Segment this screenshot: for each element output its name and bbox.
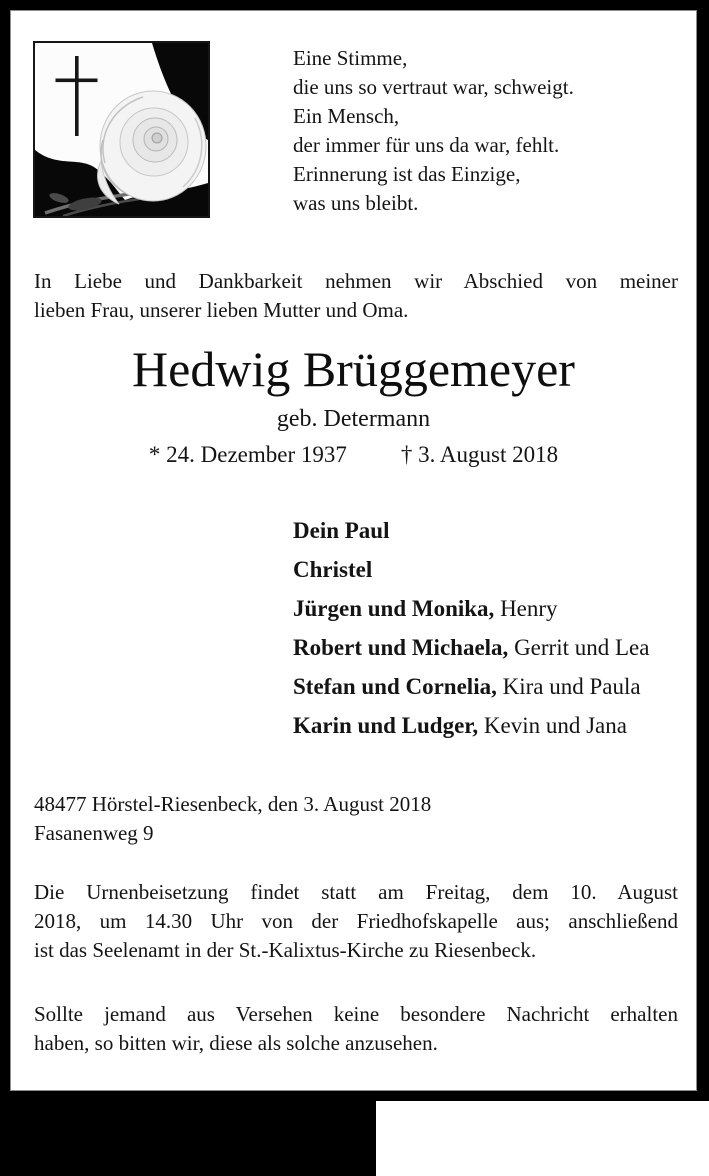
mourner-children: Kira und Paula — [496, 674, 641, 699]
closing-line: haben, so bitten wir, diese als solche anzusehen. — [34, 1031, 438, 1055]
deceased-name: Hedwig Brüggemeyer — [132, 341, 575, 397]
mourner-children: Henry — [494, 596, 558, 621]
maiden-name: geb. Determann — [276, 406, 431, 432]
mourner-row — [293, 511, 649, 550]
mourner-row — [293, 667, 649, 706]
street-address: Fasanenweg 9 — [34, 821, 154, 845]
poem-line: Ein Mensch, — [293, 104, 400, 128]
mourner-names: Jürgen und Monika, — [293, 596, 495, 621]
funeral-line: Die Urnenbeisetzung findet statt am Freitag, dem 10. August — [34, 880, 678, 904]
place-date-block — [34, 790, 431, 848]
mourner-row — [293, 550, 649, 589]
mourner-children: Kevin und Jana — [478, 713, 627, 738]
closing-line: Sollte jemand aus Versehen keine besondere Nachricht erhalten — [34, 1002, 678, 1026]
death-date: † 3. August 2018 — [400, 442, 559, 467]
poem-line: was uns bleibt. — [293, 191, 419, 215]
obituary-notice — [10, 10, 697, 1091]
birth-date: * 24. Dezember 1937 — [148, 442, 347, 467]
poem-line: Erinnerung ist das Einzige, — [293, 162, 521, 186]
poem-line: die uns so vertraut war, schweigt. — [293, 75, 574, 99]
mourner-names: Christel — [293, 557, 373, 582]
funeral-line: 2018, um 14.30 Uhr von der Friedhofskapelle aus; anschließend — [34, 909, 678, 933]
farewell-line: In Liebe und Dankbarkeit nehmen wir Abschied von meiner — [34, 269, 678, 293]
adjacent-page-corner — [376, 1101, 709, 1176]
funeral-info — [34, 878, 678, 965]
mourner-names: Karin und Ludger, — [293, 713, 479, 738]
place-date: 48477 Hörstel-Riesenbeck, den 3. August 2018 — [34, 792, 432, 816]
mourner-children: Gerrit und Lea — [508, 635, 650, 660]
mourner-names: Dein Paul — [293, 518, 390, 543]
memorial-photo — [33, 41, 210, 218]
mourner-row — [293, 628, 649, 667]
mourner-names: Stefan und Cornelia, — [293, 674, 497, 699]
mourner-names: Robert und Michaela, — [293, 635, 509, 660]
funeral-line: ist das Seelenamt in der St.-Kalixtus-Kirche zu Riesenbeck. — [34, 938, 537, 962]
mourners-list — [293, 511, 649, 745]
mourner-row — [293, 706, 649, 745]
poem-line: der immer für uns da war, fehlt. — [293, 133, 560, 157]
memorial-poem — [293, 44, 574, 218]
farewell-line: lieben Frau, unserer lieben Mutter und Oma. — [34, 298, 409, 322]
memorial-photo-illustration — [35, 43, 208, 216]
life-dates — [11, 441, 696, 469]
mourner-row — [293, 589, 649, 628]
farewell-text — [34, 267, 678, 325]
poem-line: Eine Stimme, — [293, 46, 408, 70]
closing-remark — [34, 1000, 678, 1058]
